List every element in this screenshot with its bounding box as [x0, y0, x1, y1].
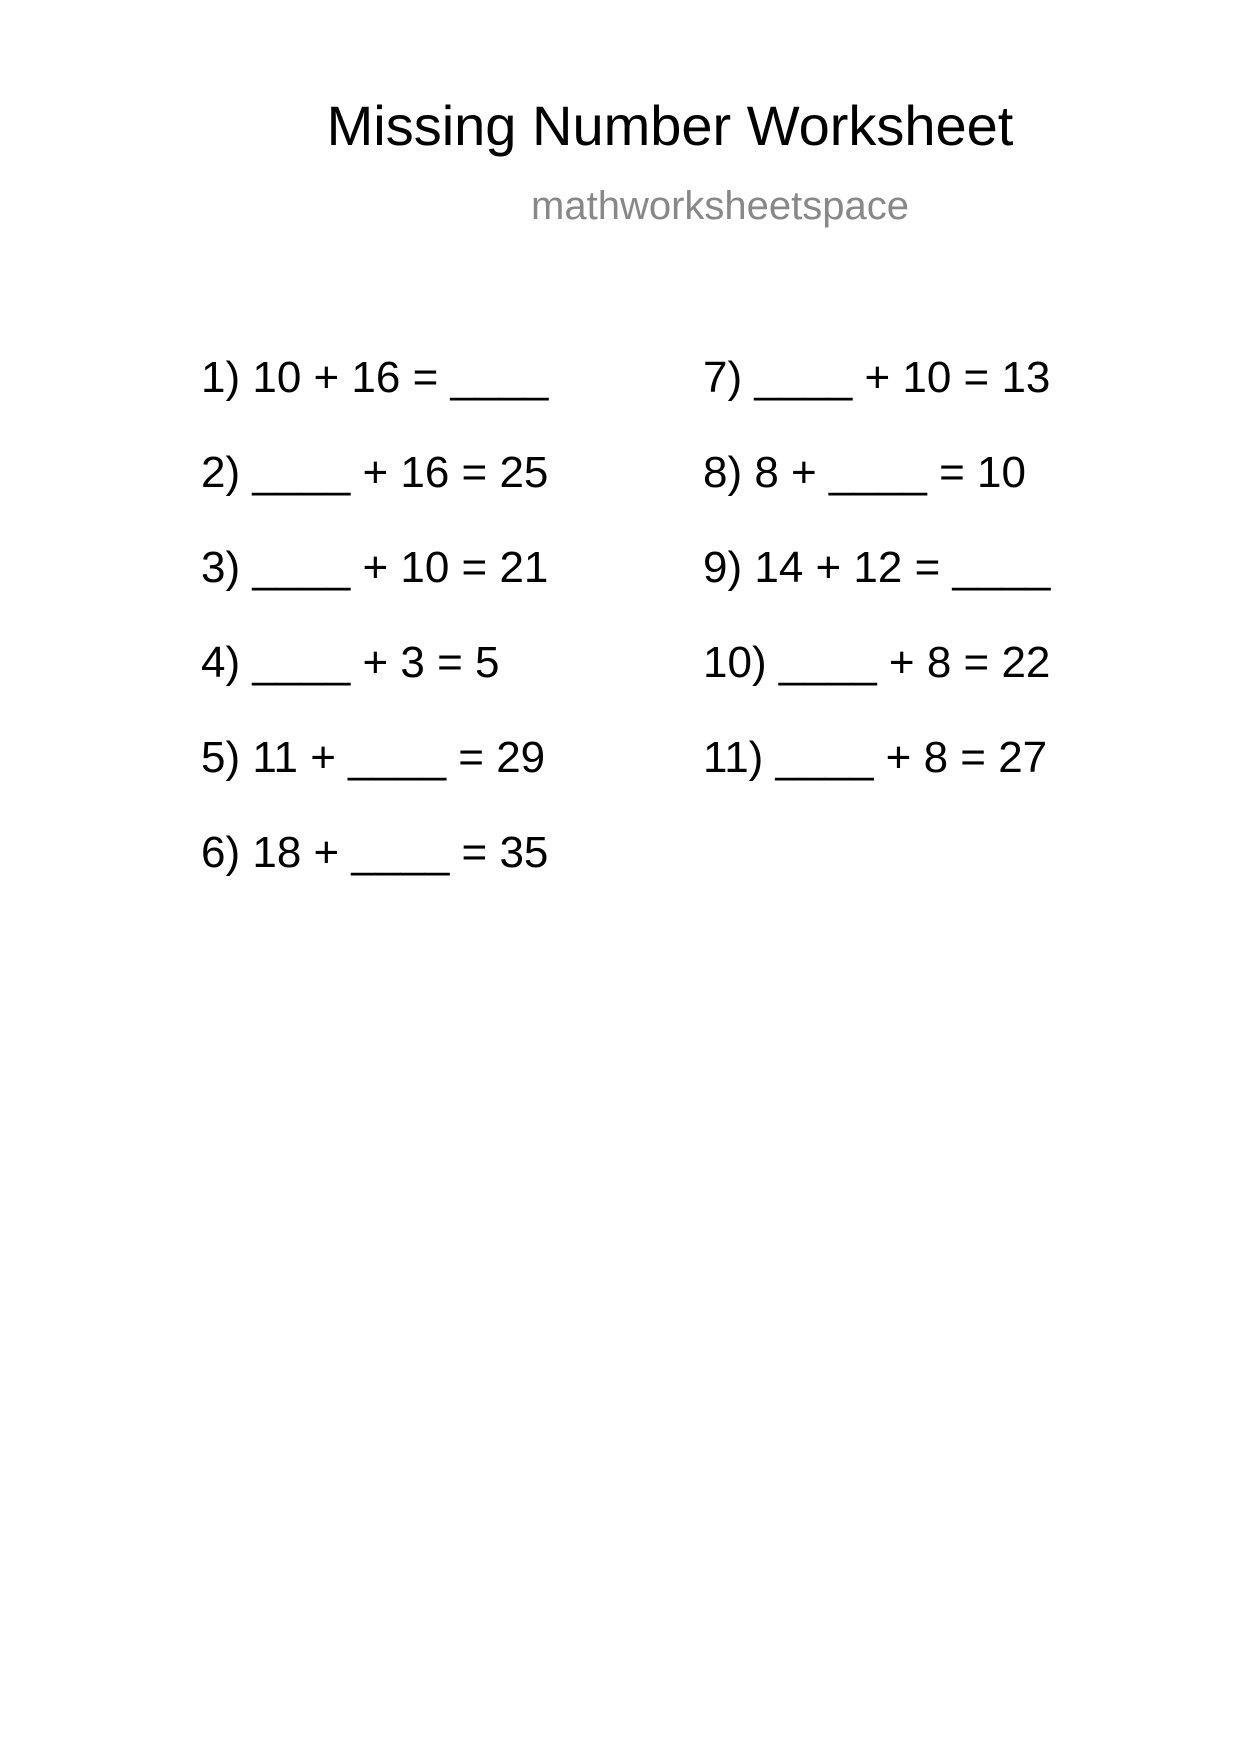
- worksheet-subtitle: mathworksheetspace: [531, 184, 909, 228]
- problem-7: 7) ____ + 10 = 13: [703, 353, 1051, 402]
- problems-right-column: [703, 353, 1051, 831]
- problem-4: 4) ____ + 3 = 5: [201, 638, 500, 687]
- worksheet-title: Missing Number Worksheet: [326, 94, 1014, 157]
- problems-left-column: [201, 353, 549, 926]
- problem-11: 11) ____ + 8 = 27: [703, 733, 1048, 782]
- problem-6: 6) 18 + ____ = 35: [201, 828, 549, 877]
- problem-10: 10) ____ + 8 = 22: [703, 638, 1051, 687]
- problem-3: 3) ____ + 10 = 21: [201, 543, 549, 592]
- problem-8: 8) 8 + ____ = 10: [703, 448, 1026, 497]
- problem-5: 5) 11 + ____ = 29: [201, 733, 546, 782]
- problem-1: 1) 10 + 16 = ____: [201, 353, 549, 402]
- problem-9: 9) 14 + 12 = ____: [703, 543, 1051, 592]
- problem-2: 2) ____ + 16 = 25: [201, 448, 549, 497]
